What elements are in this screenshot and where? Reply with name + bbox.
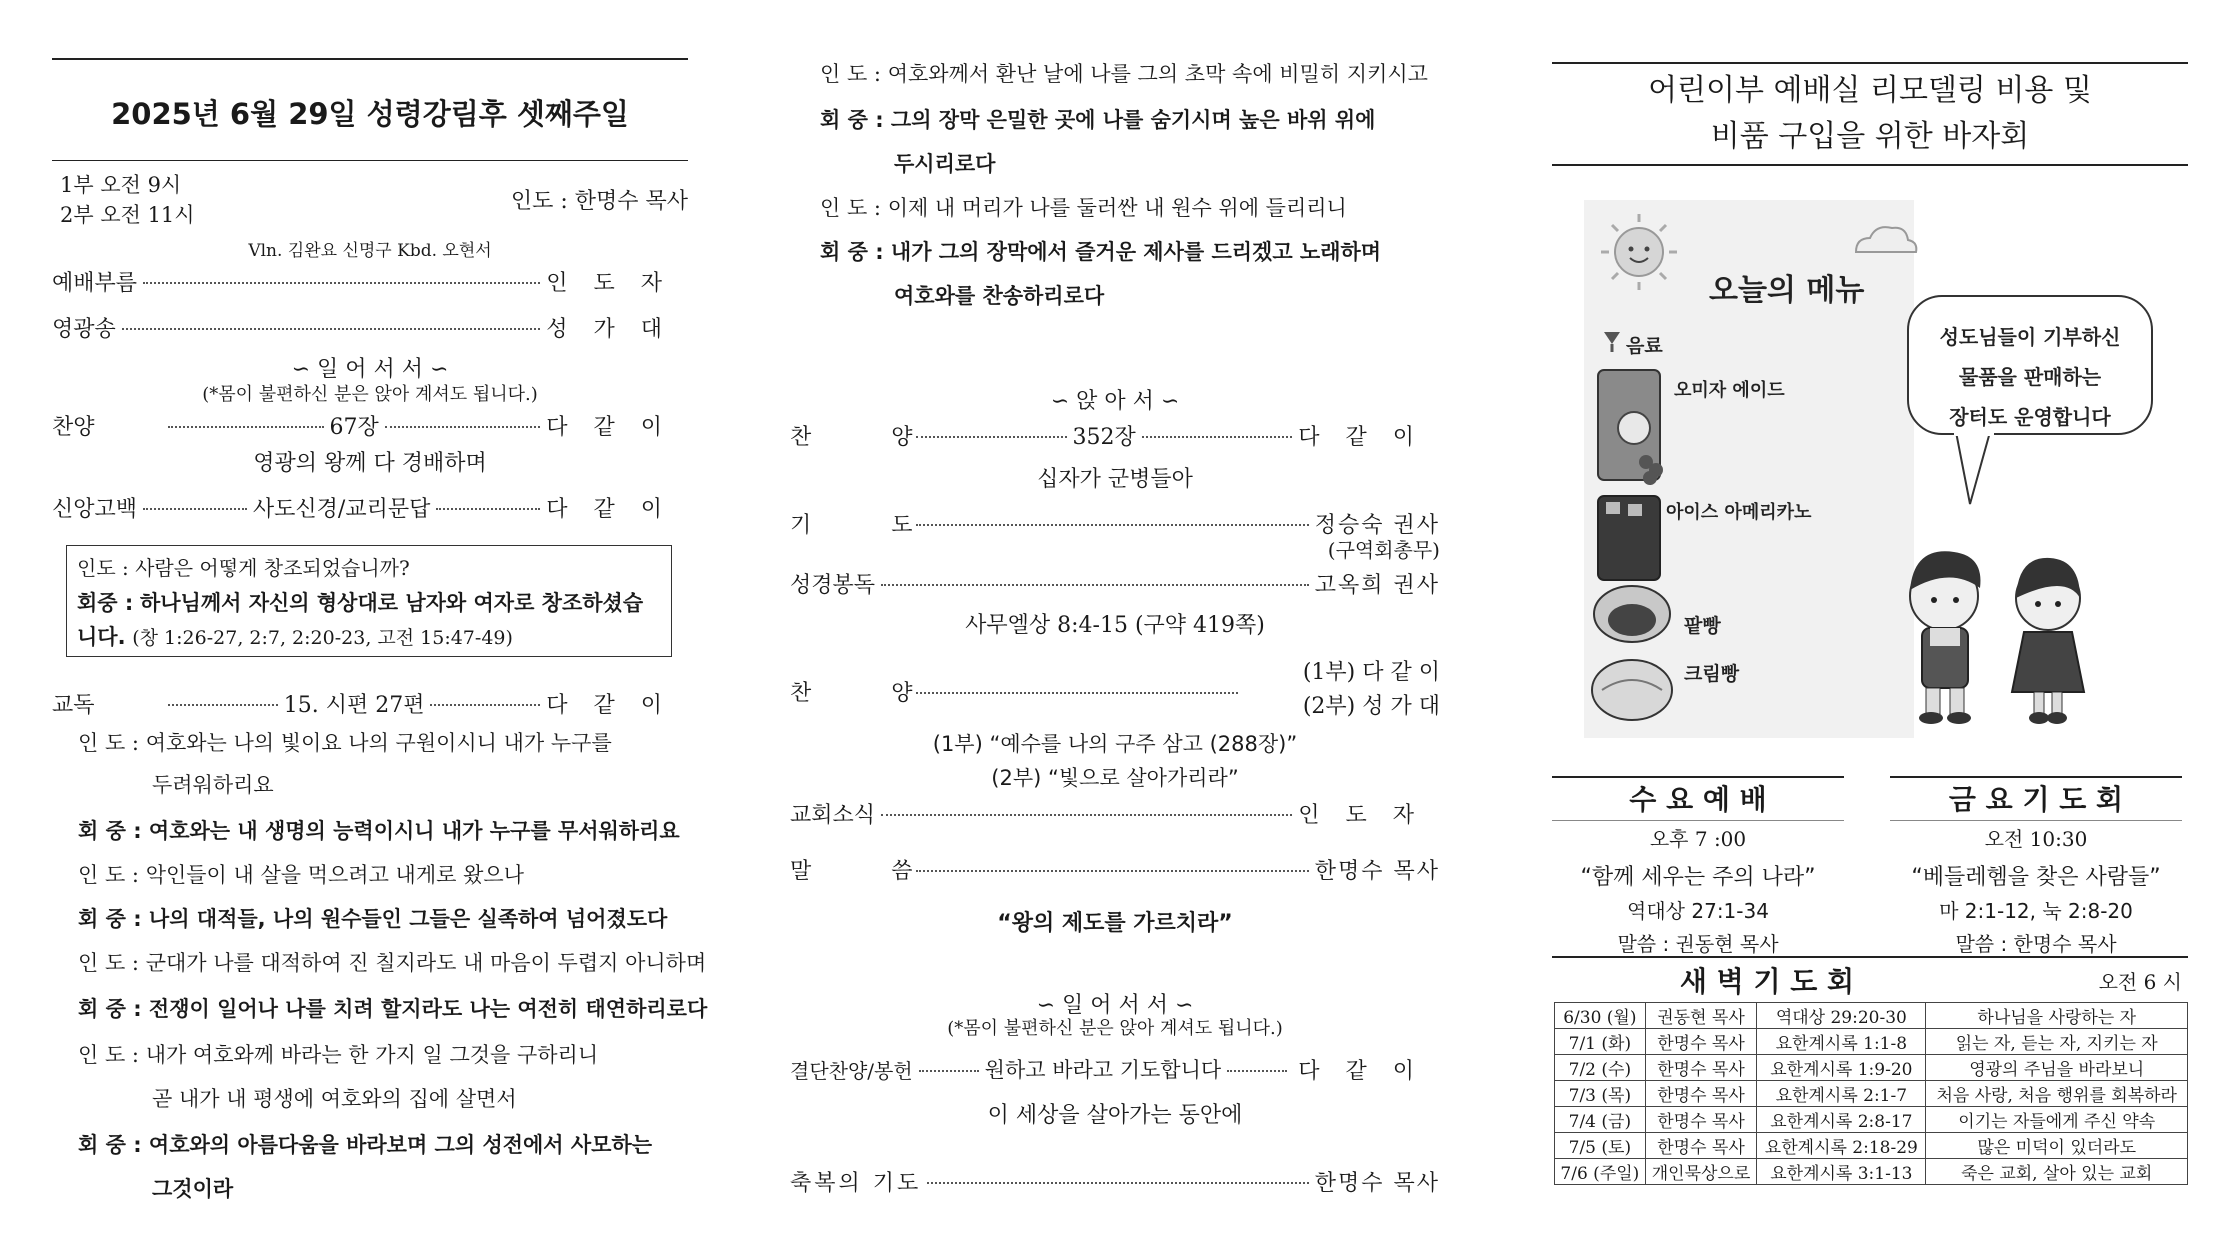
order-role: 다같이 — [1298, 424, 1441, 450]
reading-line-cont: 두려워하리요 — [152, 773, 274, 797]
reading-text: 여호와의 아름다움을 바라보며 그의 성전에서 사모하는 — [148, 1133, 653, 1157]
table-cell-title: 영광의 주님을 바라보니 — [1926, 1055, 2188, 1081]
reading-line — [78, 727, 612, 757]
table-cell-preacher: 한명수 목사 — [1645, 1029, 1757, 1055]
page-title: 2025년 6월 29일 성령강림후 셋째주일 — [111, 97, 629, 131]
reading-line-cont: 곧 내가 내 평생에 여호와의 집에 살면서 — [152, 1087, 517, 1111]
stand-up-note: (*몸이 불편하신 분은 앉아 계셔도 됩니다.) — [947, 1018, 1283, 1039]
menu-item-3: 팥빵 — [1684, 615, 1721, 637]
leader-dots — [916, 436, 1067, 438]
reading-line — [78, 947, 706, 977]
bazaar-title-line-1: 어린이부 예배실 리모델링 비용 및 — [1648, 73, 2092, 108]
table-cell-preacher: 한명수 목사 — [1645, 1133, 1757, 1159]
leader-dots — [1142, 436, 1293, 438]
speaker: 인 도 : — [78, 863, 139, 887]
service-leader: 인도 : 한명수 목사 — [510, 189, 688, 214]
wednesday-service — [1552, 776, 1844, 957]
leader-dots — [168, 704, 278, 706]
table-cell-date: 7/5 (토) — [1555, 1133, 1646, 1159]
table-cell-scripture: 요한계시록 1:9-20 — [1757, 1055, 1926, 1081]
wednesday-preacher: 말씀 : 권동현 목사 — [1617, 932, 1779, 956]
table-cell-scripture: 요한계시록 2:1-7 — [1757, 1081, 1926, 1107]
friday-sermon-title: “베들레헴을 찾은 사람들” — [1911, 865, 2161, 890]
reading-line — [820, 104, 1375, 134]
table-cell-title: 읽는 자, 듣는 자, 지키는 자 — [1926, 1029, 2188, 1055]
order-label: 말씀 — [790, 858, 993, 884]
order-role: 고옥희 권사 — [1314, 572, 1440, 598]
order-response — [790, 1052, 1440, 1086]
order-label: 교회소식 — [790, 802, 876, 828]
anthem-song-2: (2부) “빛으로 살아가리라” — [991, 766, 1239, 790]
table-row — [1555, 1003, 2188, 1029]
order-label: 영광송 — [52, 316, 116, 342]
stand-up-label: ∽ 일 어 서 서 ∽ — [1036, 993, 1194, 1018]
reading-text: 군대가 나를 대적하여 진 칠지라도 내 마음이 두렵지 아니하며 — [145, 951, 707, 975]
reading-line — [78, 993, 707, 1023]
speaker: 회 중 : — [78, 997, 142, 1021]
top-rule — [1552, 62, 2188, 64]
leader-dots — [916, 870, 1309, 872]
reading-value: 15. 시편 27편 — [283, 692, 425, 718]
friday-preacher: 말씀 : 한명수 목사 — [1955, 932, 2117, 956]
sermon-title: “왕의 제도를 가르치라” — [997, 911, 1233, 936]
speech-line-1: 성도님들이 기부하신 — [1939, 325, 2121, 349]
table-row — [1555, 1029, 2188, 1055]
order-label: 찬양 — [790, 680, 993, 706]
order-role: 다같이 — [546, 692, 688, 718]
iced-americano-icon — [1598, 496, 1660, 580]
table-cell-title: 이기는 자들에게 주신 약속 — [1926, 1107, 2188, 1133]
table-cell-title: 죽은 교회, 살아 있는 교회 — [1926, 1159, 2188, 1185]
table-cell-date: 7/2 (수) — [1555, 1055, 1646, 1081]
illustration-svg — [1584, 200, 2156, 738]
order-sermon — [790, 852, 1440, 886]
order-responsive-reading — [52, 686, 688, 720]
order-role: 인도자 — [546, 270, 688, 296]
table-cell-preacher: 권동현 목사 — [1645, 1003, 1757, 1029]
boy-icon — [1910, 551, 1980, 724]
order-label: 교독 — [52, 692, 95, 718]
prayer-role-note: (구역회총무) — [1327, 538, 1440, 562]
table-cell-scripture: 역대상 29:20-30 — [1757, 1003, 1926, 1029]
leader-dots — [430, 704, 540, 706]
speaker: 회 중 : — [820, 108, 884, 132]
bulletin-order-column-1 — [52, 0, 708, 1234]
reading-text: 이제 내 머리가 나를 둘러싼 내 원수 위에 들리리니 — [887, 196, 1347, 220]
friday-prayer-time: 오전 10:30 — [1984, 827, 2088, 851]
reading-text: 그의 장막 은밀한 곳에 나를 숨기시며 높은 바위 위에 — [890, 108, 1376, 132]
table-row — [1555, 1133, 2188, 1159]
leader-dots — [927, 1182, 1308, 1184]
leader-dots — [881, 584, 1309, 586]
order-label: 축복의 기도 — [790, 1170, 922, 1196]
table-row — [1555, 1055, 2188, 1081]
scripture-ref: 사무엘상 8:4-15 (구약 419쪽) — [965, 613, 1265, 638]
catechism-question — [77, 552, 410, 581]
leader-dots — [436, 508, 540, 510]
order-role: 성가대 — [546, 316, 688, 342]
leader-dots — [143, 508, 247, 510]
hymn-title: 십자가 군병들아 — [1037, 467, 1193, 492]
menu-heading: 오늘의 메뉴 — [1709, 273, 1865, 308]
order-role: 한명수 목사 — [1314, 858, 1440, 884]
girl-icon — [2012, 558, 2084, 724]
speaker: 인 도 : — [78, 1043, 139, 1067]
sit-down-label: ∽ 앉 아 서 ∽ — [1050, 389, 1180, 414]
announcements-column — [1552, 0, 2188, 1234]
anthem-song-1: (1부) “예수를 나의 구주 삼고 (288장)” — [932, 732, 1298, 756]
order-hymn — [790, 418, 1440, 452]
reading-line — [820, 192, 1347, 222]
reading-line — [78, 815, 680, 845]
order-label: 신앙고백 — [52, 496, 138, 522]
reading-text: 내가 그의 장막에서 즐거운 제사를 드리겠고 노래하며 — [890, 240, 1382, 264]
table-row — [1555, 1107, 2188, 1133]
order-creed — [52, 490, 688, 524]
top-rule — [52, 58, 688, 60]
speaker: 회 중 : — [78, 819, 142, 843]
table-row — [1555, 1081, 2188, 1107]
bulletin-order-column-2 — [790, 0, 1440, 1234]
order-label: 성경봉독 — [790, 572, 876, 598]
title-rule — [1552, 164, 2188, 166]
reading-line-cont: 두시리로다 — [894, 152, 996, 176]
speaker: 인 도 : — [78, 951, 139, 975]
reading-text: 내가 여호와께 바라는 한 가지 일 그것을 구하리니 — [145, 1043, 599, 1067]
dawn-prayer-table — [1554, 1002, 2188, 1185]
table-cell-date: 7/6 (주일) — [1555, 1159, 1646, 1185]
hymn-number: 352장 — [1072, 424, 1136, 450]
leader-dots — [916, 524, 1309, 526]
menu-item-2: 아이스 아메리카노 — [1666, 502, 1812, 523]
leader-dots — [881, 814, 1292, 816]
menu-item-4: 크림빵 — [1684, 663, 1740, 685]
reading-text: 여호와는 내 생명의 능력이시니 내가 누구를 무서워하리요 — [148, 819, 680, 843]
reading-line — [78, 903, 667, 933]
reading-line — [78, 1039, 598, 1069]
wednesday-service-time: 오후 7 :00 — [1649, 827, 1747, 851]
hymn-number: 67장 — [329, 414, 379, 440]
reading-line — [78, 1129, 652, 1159]
response-value: 원하고 바라고 기도합니다 — [984, 1058, 1222, 1082]
order-benediction — [790, 1164, 1440, 1198]
table-cell-date: 6/30 (월) — [1555, 1003, 1646, 1029]
dawn-prayer-header — [1552, 956, 2188, 998]
bazaar-title — [1552, 68, 2188, 160]
order-role: 인도자 — [1298, 802, 1440, 828]
order-role: 다같이 — [546, 496, 688, 522]
speech-line-2: 물품을 판매하는 — [1958, 365, 2102, 389]
table-cell-scripture: 요한계시록 1:1-8 — [1757, 1029, 1926, 1055]
catechism-a-label: 회중 : — [77, 591, 134, 615]
speaker: 회 중 : — [78, 907, 142, 931]
musicians: Vln. 김완요 신명구 Kbd. 오현서 — [248, 241, 492, 261]
speaker: 인 도 : — [820, 62, 881, 86]
hymn-title: 영광의 왕께 다 경배하며 — [253, 451, 487, 476]
dawn-prayer-time: 오전 6 시 — [2098, 970, 2182, 994]
order-role: 정승숙 권사 — [1314, 512, 1440, 538]
order-role: 다같이 — [546, 414, 689, 440]
table-cell-preacher: 개인묵상으로 — [1645, 1159, 1757, 1185]
reading-line-cont: 여호와를 찬송하리로다 — [894, 284, 1105, 308]
anthem-roles — [1240, 656, 1440, 724]
leader-dots — [1227, 1070, 1287, 1072]
order-hymn — [52, 408, 688, 442]
catechism-a-text: 하나님께서 자신의 형상대로 남자와 여자로 창조하셨습니다. — [77, 591, 644, 649]
red-bean-bread-icon — [1594, 586, 1670, 642]
reading-line-cont: 그것이라 — [152, 1177, 234, 1201]
anthem-role-2: (2부) 성 가 대 — [1302, 694, 1440, 719]
service-time-1: 1부 오전 9시 — [60, 173, 182, 197]
creed-value: 사도신경/교리문답 — [252, 496, 431, 522]
omija-ade-icon — [1598, 370, 1663, 485]
friday-scripture: 마 2:1-12, 눅 2:8-20 — [1939, 899, 2133, 923]
table-row — [1555, 1159, 2188, 1185]
friday-prayer — [1890, 776, 2182, 957]
menu-item-1: 오미자 에이드 — [1674, 380, 1785, 401]
wednesday-service-name: 수 요 예 배 — [1552, 776, 1844, 821]
response-title: 이 세상을 살아가는 동안에 — [987, 1103, 1243, 1128]
table-cell-scripture: 요한계시록 2:8-17 — [1757, 1107, 1926, 1133]
order-gloria — [52, 310, 688, 344]
speech-line-3: 장터도 운영합니다 — [1949, 405, 2111, 429]
table-cell-date: 7/3 (목) — [1555, 1081, 1646, 1107]
order-label: 찬양 — [52, 414, 95, 440]
cream-bread-icon — [1592, 660, 1672, 720]
anthem-role-1: (1부) 다 같 이 — [1302, 660, 1440, 685]
table-cell-title: 처음 사랑, 처음 행위를 회복하라 — [1926, 1081, 2188, 1107]
stand-up-label: ∽ 일 어 서 서 ∽ — [291, 357, 449, 382]
reading-text: 전쟁이 일어나 나를 치려 할지라도 나는 여전히 태연하리로다 — [148, 997, 708, 1021]
table-cell-scripture: 요한계시록 2:18-29 — [1757, 1133, 1926, 1159]
reading-line — [78, 859, 524, 889]
leader-dots — [143, 282, 540, 284]
title-rule — [52, 160, 688, 161]
table-cell-date: 7/4 (금) — [1555, 1107, 1646, 1133]
speaker: 회 중 : — [820, 240, 884, 264]
leader-dots — [385, 426, 541, 428]
table-cell-title: 많은 미덕이 있더라도 — [1926, 1133, 2188, 1159]
catechism-q-label: 인도 : — [77, 556, 129, 580]
friday-prayer-name: 금 요 기 도 회 — [1890, 776, 2182, 821]
catechism-ref: (창 1:26-27, 2:7, 2:20-23, 고전 15:47-49) — [132, 627, 513, 649]
order-scripture — [790, 566, 1440, 600]
reading-text: 나의 대적들, 나의 원수들인 그들은 실족하여 넘어졌도다 — [148, 907, 668, 931]
wednesday-sermon-title: “함께 세우는 주의 나라” — [1580, 865, 1816, 890]
bazaar-illustration — [1584, 200, 2156, 738]
catechism-answer — [77, 586, 663, 655]
service-times — [60, 170, 195, 230]
table-cell-title: 하나님을 사랑하는 자 — [1926, 1003, 2188, 1029]
drinks-label: 음료 — [1626, 335, 1663, 357]
order-role: 다같이 — [1298, 1058, 1440, 1084]
table-cell-scripture: 요한계시록 3:1-13 — [1757, 1159, 1926, 1185]
table-cell-preacher: 한명수 목사 — [1645, 1081, 1757, 1107]
order-label: 예배부름 — [52, 270, 138, 296]
speaker: 인 도 : — [78, 731, 139, 755]
reading-line — [820, 236, 1381, 266]
bazaar-title-line-2: 비품 구입을 위한 바자회 — [1710, 119, 2030, 154]
catechism-box — [66, 545, 672, 657]
order-call-to-worship — [52, 264, 688, 298]
order-label: 결단찬양/봉헌 — [790, 1058, 913, 1083]
table-cell-date: 7/1 (화) — [1555, 1029, 1646, 1055]
catechism-q-text: 사람은 어떻게 창조되었습니까? — [135, 556, 410, 580]
table-cell-preacher: 한명수 목사 — [1645, 1055, 1757, 1081]
table-cell-preacher: 한명수 목사 — [1645, 1107, 1757, 1133]
speaker: 인 도 : — [820, 196, 881, 220]
speaker: 회 중 : — [78, 1133, 142, 1157]
dawn-prayer-title: 새 벽 기 도 회 — [1679, 965, 1855, 998]
reading-text: 여호와는 나의 빛이요 나의 구원이시니 내가 누구를 — [145, 731, 612, 755]
leader-dots — [919, 1070, 979, 1072]
service-time-2: 2부 오전 11시 — [60, 203, 195, 227]
stand-up-note: (*몸이 불편하신 분은 앉아 계셔도 됩니다.) — [202, 384, 538, 405]
reading-line — [820, 58, 1428, 88]
order-church-news — [790, 796, 1440, 830]
reading-text: 악인들이 내 살을 먹으려고 내게로 왔으나 — [145, 863, 524, 887]
order-role: 한명수 목사 — [1314, 1170, 1440, 1196]
order-label: 찬양 — [790, 424, 993, 450]
wednesday-scripture: 역대상 27:1-34 — [1627, 899, 1769, 923]
leader-dots — [168, 426, 324, 428]
reading-text: 여호와께서 환난 날에 나를 그의 초막 속에 비밀히 지키시고 — [887, 62, 1428, 86]
leader-dots — [122, 328, 540, 330]
order-label: 기도 — [790, 512, 993, 538]
